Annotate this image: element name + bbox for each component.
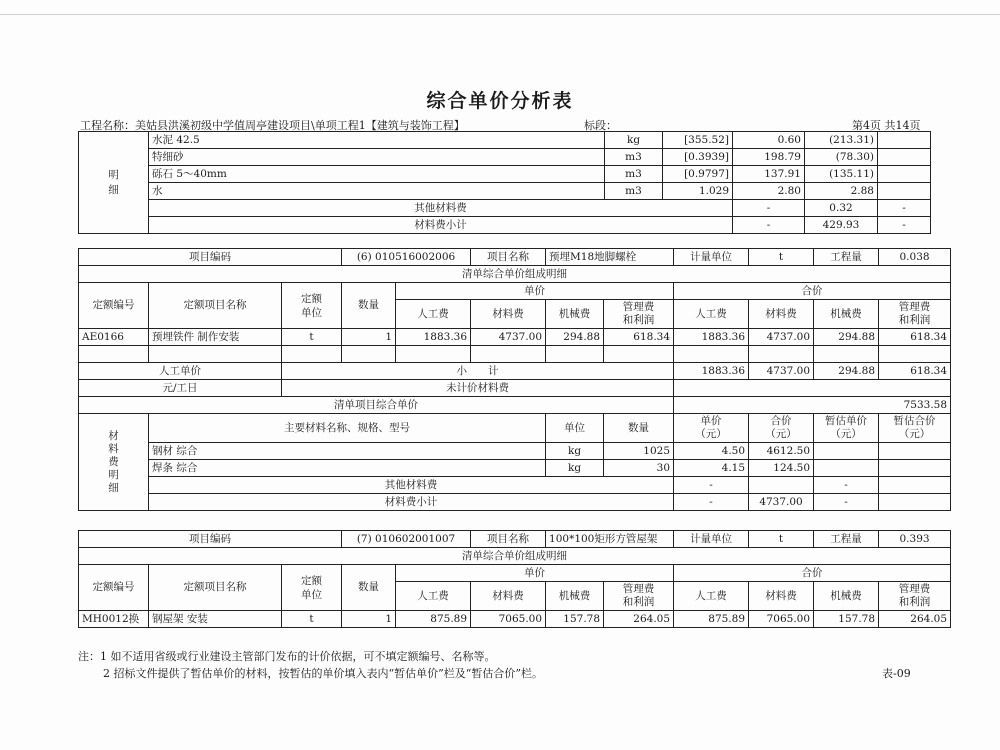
material-subtotal-row: [79, 494, 951, 511]
mat-name: 钢材 综合: [149, 443, 546, 460]
quota-code-header: 定额编号: [79, 565, 149, 611]
other-material-price: -: [733, 200, 805, 217]
quota-qty: 1: [342, 611, 396, 628]
material-qty: [0.3939]: [663, 149, 733, 166]
material-row: [79, 183, 931, 200]
quota-unit-header: 定额 单位: [282, 283, 342, 329]
total-labor: 1883.36: [674, 329, 749, 346]
material-subtotal-label: 材料费小计: [149, 217, 733, 234]
labor-header: 人工费: [396, 582, 471, 611]
material-name: 水: [149, 183, 605, 200]
page-number: 第4页 共14页: [852, 119, 921, 132]
unpriced-row: [79, 380, 951, 397]
quota-code-header: 定额编号: [79, 283, 149, 329]
labor-unit-price-label: 人工单价: [79, 363, 282, 380]
machine-header: 机械费: [546, 582, 604, 611]
section-label: 标段：: [584, 119, 617, 132]
unit-price-header: 单价: [396, 565, 674, 582]
quota-code: MH0012换: [79, 611, 149, 628]
quota-row: [79, 611, 951, 628]
qty-header: 数量: [342, 565, 396, 611]
subtotal-label: 小 计: [282, 363, 674, 380]
unit-measure-label: 计量单位: [674, 531, 749, 548]
labor-header: 人工费: [396, 300, 471, 329]
material-header: 材料费: [749, 300, 814, 329]
mat-qty-header: 数量: [604, 414, 674, 443]
material-sum: (78.30): [805, 149, 878, 166]
material-side-label: 材 料 费 明 细: [79, 414, 149, 511]
other-material-sum: 0.32: [805, 200, 878, 217]
other-material-row: [79, 477, 951, 494]
mgmt-header: 管理费 和利润: [879, 582, 951, 611]
material-header: 材料费: [471, 300, 546, 329]
machine-header: 机械费: [546, 300, 604, 329]
empty-cell: [878, 149, 931, 166]
subtotal-mgmt: 618.34: [879, 363, 951, 380]
unpriced-material-label: 未计价材料费: [282, 380, 674, 397]
total-material: 4737.00: [749, 329, 814, 346]
material-row: [79, 149, 931, 166]
material-price: 0.60: [733, 132, 805, 149]
material-subtotal-price: -: [733, 217, 805, 234]
quota-name: 预埋铁件 制作安装: [149, 329, 282, 346]
labor-header: 人工费: [674, 582, 749, 611]
material-header-row: [79, 414, 951, 443]
mgmt-header: 管理费 和利润: [879, 300, 951, 329]
composition-row: [79, 548, 951, 565]
per-day-label: 元/工日: [79, 380, 282, 397]
total-mgmt: 618.34: [879, 329, 951, 346]
item-code-value: (6) 010516002006: [342, 249, 471, 266]
mgmt-header: 管理费 和利润: [604, 582, 674, 611]
item-6-table: [78, 248, 951, 511]
item-header-row: [79, 531, 951, 548]
unit-machine: 157.78: [546, 611, 604, 628]
qty-header: 数量: [342, 283, 396, 329]
mat-qty: 30: [604, 460, 674, 477]
item-name-label: 项目名称: [471, 249, 546, 266]
item-code-label: 项目编码: [79, 249, 342, 266]
work-quantity-label: 工程量: [814, 531, 879, 548]
item-header-row: [79, 249, 951, 266]
mat-sum: 4612.50: [749, 443, 814, 460]
unit-machine: 294.88: [546, 329, 604, 346]
material-unit: m3: [605, 166, 663, 183]
material-subtotal-label: 材料费小计: [149, 494, 674, 511]
subtotal-material: 4737.00: [749, 363, 814, 380]
other-material-label: 其他材料费: [149, 200, 733, 217]
page-title: 综合单价分析表: [426, 90, 574, 112]
subtotal-machine: 294.88: [814, 363, 879, 380]
total-labor: 875.89: [674, 611, 749, 628]
material-unit: m3: [605, 149, 663, 166]
total-price-header: 合价: [674, 565, 951, 582]
material-name: 水泥 42.5: [149, 132, 605, 149]
item-code-label: 项目编码: [79, 531, 342, 548]
mat-unit: kg: [546, 443, 604, 460]
composition-row: [79, 266, 951, 283]
material-subtotal-sum: 429.93: [805, 217, 878, 234]
total-mgmt: 264.05: [879, 611, 951, 628]
empty-row: [79, 346, 951, 363]
composite-price-value: 7533.58: [674, 397, 951, 414]
mat-price: 4.15: [674, 460, 749, 477]
total-machine: 157.78: [814, 611, 879, 628]
material-name: 特细砂: [149, 149, 605, 166]
empty-cell: [878, 132, 931, 149]
material-subtotal-row: [79, 217, 931, 234]
mat-sum-header: 合价 （元）: [749, 414, 814, 443]
material-item-row: [79, 460, 951, 477]
quota-name: 钢屋架 安装: [149, 611, 282, 628]
composition-label: 清单综合单价组成明细: [79, 266, 951, 283]
material-price: 198.79: [733, 149, 805, 166]
mat-price: 4.50: [674, 443, 749, 460]
material-header: 材料费: [471, 582, 546, 611]
unpriced-material-value: [674, 380, 951, 397]
material-header: 材料费: [749, 582, 814, 611]
quota-code: AE0166: [79, 329, 149, 346]
unit-measure-value: t: [749, 249, 814, 266]
material-subtotal-est: -: [878, 217, 931, 234]
material-row: [79, 166, 931, 183]
material-subtotal-price: -: [674, 494, 749, 511]
scan-edge-line: [0, 14, 1000, 15]
quota-name-header: 定额项目名称: [149, 565, 282, 611]
total-price-header: 合价: [674, 283, 951, 300]
form-number: 表-09: [882, 667, 911, 680]
machine-header: 机械费: [814, 582, 879, 611]
material-qty: 1.029: [663, 183, 733, 200]
detail-side-label: 明 细: [79, 132, 149, 234]
material-item-row: [79, 443, 951, 460]
material-sum: (213.31): [805, 132, 878, 149]
mgmt-header: 管理费 和利润: [604, 300, 674, 329]
other-material-est: -: [814, 477, 879, 494]
work-quantity-value: 0.038: [879, 249, 951, 266]
material-qty: [0.9797]: [663, 166, 733, 183]
quota-qty: 1: [342, 329, 396, 346]
unit-price-header: 单价: [396, 283, 674, 300]
subtotal-row: [79, 363, 951, 380]
subtotal-labor: 1883.36: [674, 363, 749, 380]
quota-unit-header: 定额 单位: [282, 565, 342, 611]
item-code-value: (7) 010602001007: [342, 531, 471, 548]
empty-cell: [878, 166, 931, 183]
composition-label: 清单综合单价组成明细: [79, 548, 951, 565]
mat-sum: 124.50: [749, 460, 814, 477]
column-group-row: [79, 565, 951, 582]
est-price-header: 暂估单价 （元）: [814, 414, 879, 443]
mat-name: 焊条 综合: [149, 460, 546, 477]
machine-header: 机械费: [814, 300, 879, 329]
column-group-row: [79, 283, 951, 300]
material-sum: (135.11): [805, 166, 878, 183]
unit-labor: 875.89: [396, 611, 471, 628]
unit-mgmt: 264.05: [604, 611, 674, 628]
quota-unit: t: [282, 611, 342, 628]
labor-header: 人工费: [674, 300, 749, 329]
unit-material: 4737.00: [471, 329, 546, 346]
mat-unit-header: 单位: [546, 414, 604, 443]
item-name-value: 100*100矩形方管屋架: [546, 531, 674, 548]
other-material-price: -: [674, 477, 749, 494]
est-sum-header: 暂估合价 （元）: [879, 414, 951, 443]
material-price: 2.80: [733, 183, 805, 200]
item-7-table: [78, 530, 951, 628]
material-price: 137.91: [733, 166, 805, 183]
unit-measure-value: t: [749, 531, 814, 548]
material-row: [79, 132, 931, 149]
mat-unit: kg: [546, 460, 604, 477]
top-material-table: [78, 131, 931, 234]
project-name: 工程名称：美姑县洪溪初级中学值周亭建设项目\单项工程1【建筑与装饰工程】: [80, 119, 465, 132]
material-name: 砾石 5～40mm: [149, 166, 605, 183]
material-subtotal-est: -: [814, 494, 879, 511]
composite-price-row: [79, 397, 951, 414]
main-material-header: 主要材料名称、规格、型号: [149, 414, 546, 443]
empty-cell: [878, 183, 931, 200]
total-machine: 294.88: [814, 329, 879, 346]
mat-price-header: 单价 （元）: [674, 414, 749, 443]
item-name-value: 预埋M18地脚螺栓: [546, 249, 674, 266]
other-material-est: -: [878, 200, 931, 217]
quota-unit: t: [282, 329, 342, 346]
item-name-label: 项目名称: [471, 531, 546, 548]
quota-row: [79, 329, 951, 346]
footnote-2: 2 招标文件提供了暂估单价的材料，按暂估的单价填入表内“暂估单价”栏及“暂估合价”栏。: [103, 667, 543, 680]
quota-name-header: 定额项目名称: [149, 283, 282, 329]
footnote-1: 注：1 如不适用省级或行业建设主管部门发布的计价依据，可不填定额编号、名称等。: [78, 650, 496, 663]
composite-price-label: 清单项目综合单价: [79, 397, 674, 414]
material-subtotal-sum: 4737.00: [749, 494, 814, 511]
other-material-row: [79, 200, 931, 217]
mat-qty: 1025: [604, 443, 674, 460]
material-unit: m3: [605, 183, 663, 200]
other-material-label: 其他材料费: [149, 477, 674, 494]
material-qty: [355.52]: [663, 132, 733, 149]
material-sum: 2.88: [805, 183, 878, 200]
unit-measure-label: 计量单位: [674, 249, 749, 266]
work-quantity-value: 0.393: [879, 531, 951, 548]
total-material: 7065.00: [749, 611, 814, 628]
unit-mgmt: 618.34: [604, 329, 674, 346]
work-quantity-label: 工程量: [814, 249, 879, 266]
material-unit: kg: [605, 132, 663, 149]
unit-labor: 1883.36: [396, 329, 471, 346]
unit-material: 7065.00: [471, 611, 546, 628]
